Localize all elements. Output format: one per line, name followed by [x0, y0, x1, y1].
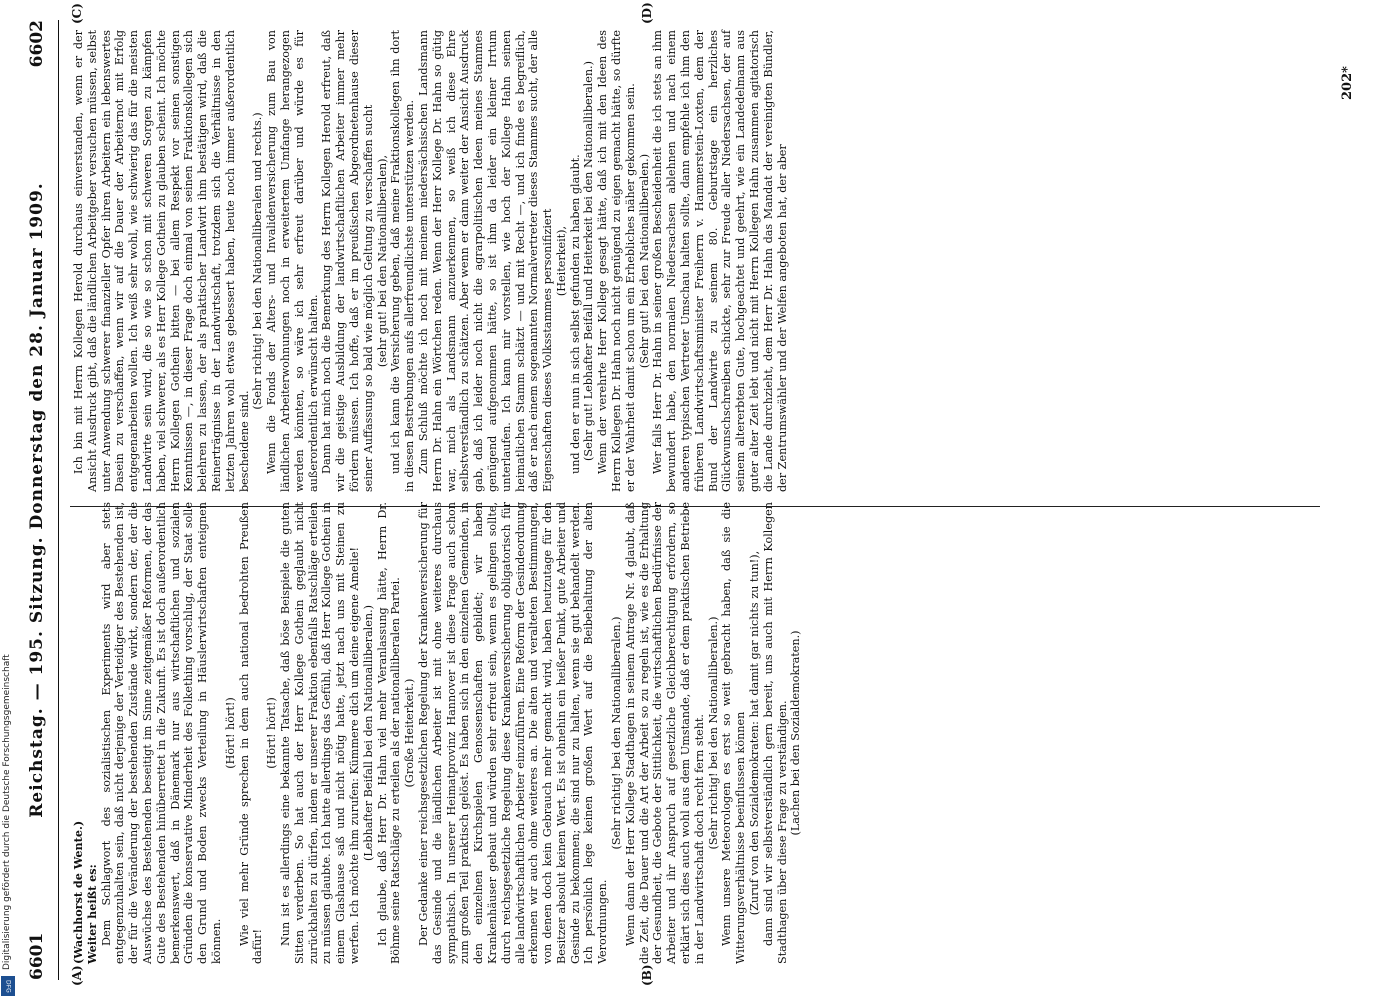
left-column-paragraph: (Hört! hört!)	[265, 697, 279, 769]
right-column-paragraph: (Sehr gut! bei den Nationalliberalen.)	[637, 153, 651, 369]
right-column-paragraph: (Sehr gut! Lebhafter Beifall und Heiterkeit bei den Nationalliberalen.)	[582, 61, 596, 461]
left-column-paragraph: (Sehr richtig! bei den Nationalliberalen.)	[706, 616, 720, 850]
digitization-credit: Digitalisierung gefördert durch die Deutsche Forschungsgemeinschaft	[2, 654, 12, 970]
left-column-paragraph: (Lebhafter Beifall bei den Nationalliberalen.)	[361, 604, 375, 862]
right-column-paragraph: (Sehr richtig! bei den Nationalliberalen und rechts.)	[251, 112, 265, 410]
left-column-paragraph: (Hört! hört!)	[223, 697, 237, 769]
margin-marker-d: (D)	[640, 2, 654, 24]
page-header	[24, 20, 50, 980]
right-column-paragraph: Ich bin mit Herrn Kollegen Herold durchaus einverstanden, wenn er der Ansicht Ausdruck gibt, daß die ländlichen Arbeitgeber versuchen müssen, selbst unter Anwendung schwerer finanzieller Opfer ihren Arbeitern ein lebenswertes Dasein zu verschaffen, wenn wir auf die Dauer der Arbeiternot mit Erfolg entgegenarbeiten wollen. Ich weiß sehr wohl, wie schwierig das für die meisten Landwirte sein wird, die so wie so schon mit schweren Sorgen zu kämpfen haben, viel schwerer, als es Herr Kollege Gothein zu glauben scheint. Ich möchte Herrn Kollegen Gothein bitten — bei allem Respekt vor seinen sonstigen Kenntnissen —, in dieser Frage doch einmal von seinen Fraktionskollegen sich belehren zu lassen, der als praktischer Landwirt ihm bestätigen wird, daß die Reinerträgnisse in der Landwirtschaft, trotzdem sich die Verhältnisse in den letzten Jahren wohl etwas gebessert haben, heute noch immer außerordentlich bescheidene sind.	[72, 30, 251, 492]
header-title: Reichstag. — 195. Sitzung. Donnerstag den 28. Januar 1909.	[27, 182, 47, 818]
header-rule	[58, 20, 59, 980]
left-column-paragraph: Dem Schlagwort des sozialistischen Experiments wird aber stets entgegenzuhalten sein, daß nicht derjenige der Verteidiger des Bestehenden ist, der für die Veränderung der bestehenden Zustände wirkt, sondern der, der die Auswüchse des Bestehenden beseitigt im Sinne zeitgemäßer Reformen, der das Gute des Bestehenden hinüberrettet in die Zukunft. Es ist doch außerordentlich bemerkenswert, daß in Dänemark nur aus wirtschaftlichen und sozialen Gründen die konservative Minderheit des Folkething vorschlug, der Staat solle den Grund und Boden zwecks Verteilung in Häuslerwirtschaften enteignen können.	[99, 502, 223, 964]
right-column-paragraph: und den er nun in sich selbst gefunden zu haben glaubt.	[568, 154, 582, 474]
dfg-logo-icon: DFG	[1, 976, 15, 996]
left-column-paragraph: Der Gedanke einer reichsgesetzlichen Regelung der Krankenversicherung für das Gesinde und die ländlichen Arbeiter ist mit ohne weiteres durchaus sympathisch. In unserer Heimatprovinz Hannover ist diese Frage auch schon zum großen Teil praktisch gelöst. Es haben sich in den einzelnen Gemeinden, in den einzelnen Kirchspielen Genossenschaften gebildet; wir haben Krankenhäuser gebaut und würden sehr erfreut sein, wenn es gelingen sollte, durch reichsgesetzliche Regelung diese Krankenversicherung obligatorisch für alle landwirtschaftlichen Arbeiter einzuführen. Eine Reform der Gesindeordnung erkennen wir auch ohne weiteres an. Die alten und veralteten Bestimmungen, von denen doch kein Gebrauch mehr gemacht wird, haben heutzutage für den Besitzer absolut keinen Wert. Es ist ohnehin ein heißer Punkt, gute Arbeiter und Gesinde zu bekommen; die sind nur zu halten, wenn sie gut behandelt werden. Ich persönlich lege keinen großen Wert auf die Beibehaltung der alten Verordnungen.	[416, 502, 610, 964]
page-number: 202*	[1340, 66, 1355, 100]
right-column-paragraph: (Heiterkeit),	[554, 225, 568, 297]
right-column-paragraph: Zum Schluß möchte ich noch mit meinem niedersächsischen Landsmann Herrn Dr. Hahn ein Wörtchen reden. Wenn der Herr Kollege Dr. Hahn so gütig war, mich als Landsmann anzuerkennen, so weiß ich diese Ehre selbstverständlich zu schätzen. Aber wenn er dann weiter der Ansicht Ausdruck gab, daß ich leider noch nicht die agrarpolitischen Ideen meines Stammes genügend aufgenommen hätte, so ist ihm da leider ein kleiner Irrtum unterlaufen. Ich kann mir vorstellen, wie hoch der Kollege Hahn seinen heimatlichen Stamm schätzt — und mit Recht —, und ich finde es begreiflich, daß er nach einem sogenannten Normalvertreter dieses Stammes sucht, der alle Eigenschaften dieses Volksstammes personifiziert	[416, 30, 555, 492]
margin-marker-c: (C)	[70, 3, 84, 24]
right-column	[72, 30, 789, 492]
left-column-paragraph: Wenn dann der Herr Kollege Stadthagen in seinem Antrage Nr. 4 glaubt, daß die Zeit, die Dauer und die Art der Arbeit so zu regeln ist, wie es die Erhaltung der Gesundheit, die Gebote der Sittlichkeit, die wirtschaftlichen Bedürfnisse der Arbeiter und ihr Anspruch auf gesetzliche Gleichberechtigung erfordern, so erklärt sich dies auch wohl aus dem Umstande, daß er dem praktischen Betriebe in der Landwirtschaft doch recht fern steht.	[623, 502, 706, 964]
left-column-paragraph: dann sind wir selbstverständlich gern bereit, uns auch mit Herrn Kollegen Stadthagen über diese Frage zu verständigen.	[761, 502, 789, 964]
left-column-paragraph: Wie viel mehr Gründe sprechen in dem auch national bedrohten Preußen dafür!	[237, 502, 265, 964]
left-column-paragraph: Ich glaube, daß Herr Dr. Hahn viel mehr Veranlassung hätte, Herrn Dr. Böhme seine Ratschläge zu erteilen als der nationalliberalen Partei.	[375, 502, 403, 964]
column-divider	[70, 506, 1320, 507]
right-column-paragraph: (sehr gut! bei den Nationalliberalen),	[375, 154, 389, 368]
left-column-paragraph: Wenn unsere Meteorologen es erst so weit gebracht haben, daß sie die Witterungsverhältnisse beeinflussen können	[720, 502, 748, 964]
right-column-paragraph: Wenn die Fonds der Alters- und Invalidenversicherung zum Bau von ländlichen Arbeiterwohnungen noch in erweitertem Umfange herangezogen werden könnten, so wäre ich sehr erfreut darüber und würde es für außerordentlich erwünscht halten.	[265, 30, 320, 492]
header-left-number: 6601	[27, 932, 47, 980]
margin-marker-a: (A)	[70, 965, 84, 986]
right-column-paragraph: Wenn der verehrte Herr Kollege gesagt hätte, daß ich mit den Ideen des Herrn Kollegen Dr. Hahn noch nicht genügend zu eigen gemacht hätte, so dürfte er der Wahrheit damit schon um ein Erhebliches näher gekommen sein.	[596, 30, 637, 492]
left-column-paragraph: (Große Heiterkeit.)	[403, 678, 417, 788]
left-column-paragraph: (Sehr richtig! bei den Nationalliberalen.)	[610, 616, 624, 850]
left-column-paragraph: Nun ist es allerdings eine bekannte Tatsache, daß böse Beispiele die guten Sitten verderben. So hat auch der Herr Kollege Gothein geglaubt nicht zurückhalten zu dürfen, indem er unserer Fraktion ebenfalls Ratschläge erteilen zu müssen glaubte. Ich hatte allerdings das Gefühl, daß Herr Kollege Gothein in einem Glashause saß und nicht nötig hatte, jetzt nach uns mit Steinen zu werfen. Ich möchte ihm zurufen: Kümmere dich um deine eigene Amelie!	[278, 502, 361, 964]
left-column-paragraph: (Lachen bei den Sozialdemokraten.)	[789, 630, 803, 836]
right-column-paragraph: und ich kann die Versicherung geben, daß meine Fraktionskollegen ihn dort in diesen Bestrebungen aufs allerfreundlichste unterstützen werden.	[389, 30, 417, 492]
left-column-paragraph: (Wachhorst de Wente.)	[71, 820, 85, 964]
left-column-paragraph: Weiter heißt es:	[84, 864, 99, 964]
left-column	[72, 502, 803, 964]
header-right-number: 6602	[27, 20, 47, 68]
margin-marker-b: (B)	[640, 964, 654, 986]
right-column-paragraph: Wer falls Herr Dr. Hahn in seiner großen Bescheidenheit die ich stets an ihm bewundert habe, den normalen Niedersachsen ablehnen und nach einem anderen typischen Vertreter Umschau halten sollte, dann empfehle ich ihm den früheren Landwirtschaftsminister Freiherrn v. Hammerstein-Loxten, dem der Bund der Landwirte zu seinem 80. Geburtstage ein herzliches Glückwunschschreiben schickte, sehr zur Freude aller Niedersachsen, der auf seinem altererbten Gute, hochgeachtet und geehrt, wie ein Landedelmann aus guter alter Zeit lebt und nicht mit Herrn Kollegen Hahn zusammen agitatorisch die Lande durchzieht, dem Herr Dr. Hahn das Mandat der vereinigten Bündler, der Zentrumswähler und der Welfen angeboten hat, der aber	[651, 30, 789, 492]
left-column-paragraph: (Zuruf von den Sozialdemokraten: hat damit gar nichts zu tun!),	[748, 550, 762, 916]
right-column-paragraph: Dann hat mich noch die Bemerkung des Herrn Kollegen Herold erfreut, daß wir die geistige Ausbildung der landwirtschaftlichen Arbeiter immer mehr fördern müssen. Ich hoffe, daß er im preußischen Abgeordnetenhause dieser seiner Auffassung so bald wie möglich Geltung zu verschaffen sucht	[320, 30, 375, 492]
